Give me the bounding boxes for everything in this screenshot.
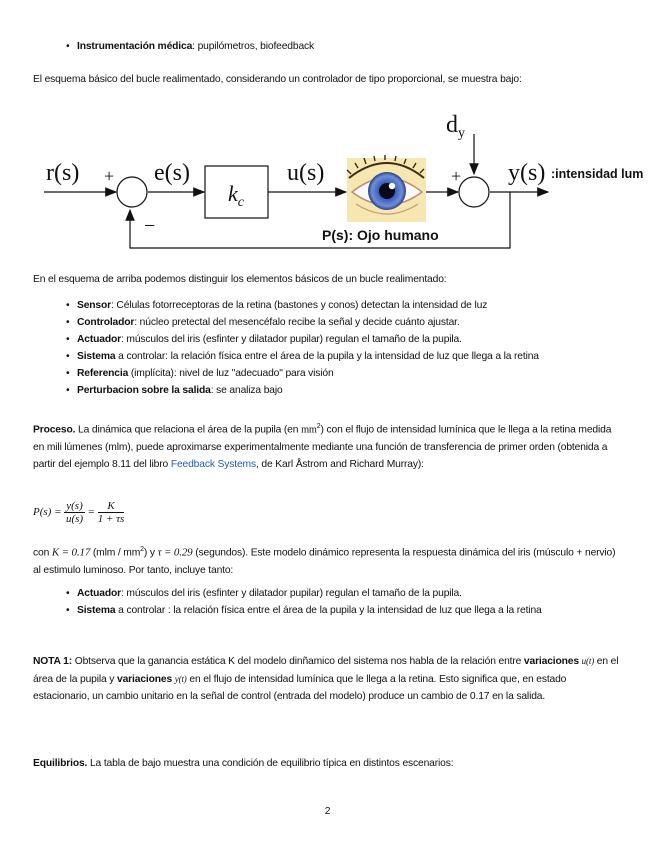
nota-paragraph: NOTA 1: Obtserva que la ganancia estática K del modelo dinñamico del sistema nos habla de la relación entre variaciones u(t) en el área de la pupila y variaciones y(t) en el flujo de intensidad lumínica que le llega a la retina. Esto significa que, en estado estacionario, un cambio unitario en la señal de control (entrada del modelo) produce un cambio de 0.17 en la salida.	[33, 656, 619, 702]
list-item: • Actuador: músculos del iris (esfinter y dilatador pupilar) regulan el tamaño de la pupila.	[66, 585, 611, 602]
list-item: • Perturbacion sobre la salida: se analiza bajo	[66, 382, 646, 399]
plus-sign-2: +	[451, 166, 462, 186]
elements-list	[66, 297, 646, 399]
bullet-text: : pupilómetros, biofeedback	[192, 41, 315, 52]
list-item: • Sensor: Células fotorreceptoras de la retina (bastones y conos) detectan la intensidad de luz	[66, 297, 646, 314]
feedback-block-diagram	[0, 100, 655, 270]
controller-gain-label: $k_c$	[228, 181, 244, 210]
reference-signal-label: r(s)	[46, 160, 80, 186]
control-signal-label: u(s)	[287, 160, 325, 186]
bullet-bold: Instrumentación médica	[77, 41, 193, 52]
transfer-function-equation: P(s) = $\frac{y(s)}{u(s)}$ = $\frac{K}{1 + \tau s}$	[33, 500, 125, 525]
parameters-paragraph: con K = 0.17 $(mlm / mm^2)$ y τ = 0.29 (segundos). Este modelo dinámico representa la respuesta dinámica del iris (músculo + nervio) al estimulo luminoso. Por tanto, incluye tanto:	[33, 546, 616, 576]
intro-paragraph: El esquema básico del bucle realimentado, considerando un controlador de tipo proporcional, se muestra bajo:	[33, 74, 522, 85]
list-item: • Referencia (implícita): nivel de luz "adecuado" para visión	[66, 365, 646, 382]
list-item: • Sistema a controlar: la relación física entre el área de la pupila y la intensidad de luz que llega a la retina	[66, 348, 646, 365]
output-description: :intensidad lum	[551, 167, 644, 181]
proceso-paragraph: Proceso. La dinámica que relaciona el área de la pupila (en $mm^2$) con el flujo de intensidad lumínica que le llega a la retina medida en mili lúmenes (mlm), puede aproximarse experimentalmente mediante una función de transferencia de primer orden (obtenida a partir del ejemplo 8.11 del libro Feedback Systems, de Karl Åstrom and Richard Murray):	[33, 423, 612, 471]
top-bullet	[66, 38, 314, 55]
list-item: • Controlador: núcleo pretectal del mesencéfalo recibe la señal y decide cuánto ajustar.	[66, 314, 646, 331]
includes-list	[66, 585, 611, 619]
page-number: 2	[324, 806, 331, 817]
equilibrios-paragraph: Equilibrios. La tabla de bajo muestra una condición de equilibrio típica en distintos escenarios:	[33, 758, 454, 769]
feedback-systems-link[interactable]: Feedback Systems	[170, 459, 256, 471]
elements-intro: En el esquema de arriba podemos distinguir los elementos básicos de un bucle realimentado:	[33, 274, 447, 285]
disturbance-label: $d_y$	[446, 112, 465, 141]
error-signal-label: e(s)	[154, 160, 190, 186]
output-signal-label: y(s)	[508, 160, 546, 186]
list-item: • Sistema a controlar : la relación física entre el área de la pupila y la intensidad de luz que llega a la retina	[66, 602, 611, 619]
summing-junction-error	[117, 177, 147, 207]
plant-label: P(s): Ojo humano	[322, 227, 439, 243]
summing-junction-output	[459, 177, 489, 207]
eye-icon	[347, 155, 426, 222]
list-item: • Actuador: músculos del iris (esfinter y dilatador pupilar) regulan el tamaño de la pupila.	[66, 331, 646, 348]
plus-sign-1: +	[104, 166, 115, 186]
minus-sign: −	[144, 215, 156, 237]
